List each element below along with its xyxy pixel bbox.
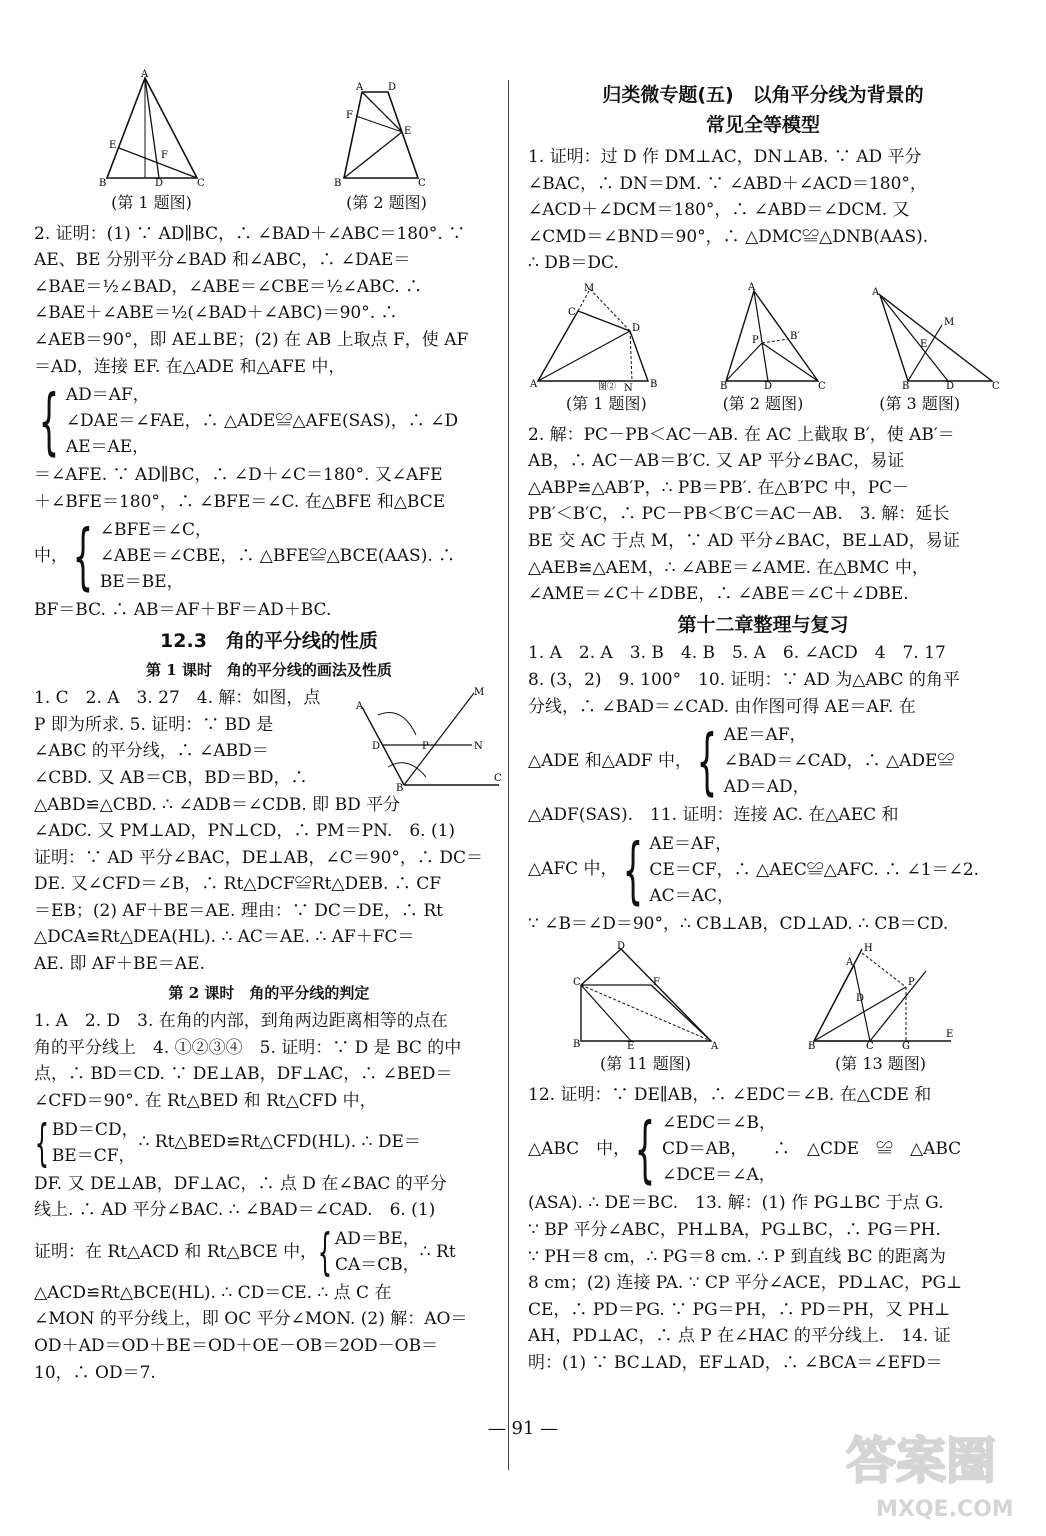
section-title: 12.3 角的平分线的性质 — [160, 629, 378, 652]
svg-text:B: B — [572, 1039, 580, 1051]
svg-text:E: E — [403, 126, 411, 137]
svg-text:A: A — [356, 701, 364, 713]
svg-text:A: A — [872, 286, 880, 298]
svg-text:E: E — [108, 140, 116, 151]
text-line: 2. 解：PC－PB＜AC－AB. 在 AC 上截取 B′，使 AB′＝ — [528, 424, 955, 445]
svg-text:E: E — [945, 1029, 953, 1041]
sys-prefix: △AFC 中， — [528, 859, 618, 880]
sys-prefix: 证明：在 Rt△ACD 和 Rt△BCE 中， — [34, 1241, 318, 1262]
sys-line: AD＝AF， — [65, 385, 150, 406]
text-line: P 即为所求. 5. 证明：∵ BD 是 — [34, 714, 274, 735]
text-line: ∵ PH＝8 cm，∴ PG＝8 cm. ∴ P 到直线 BC 的距离为 — [528, 1246, 946, 1267]
sys-line: AD＝AD， — [723, 777, 810, 798]
sys-line: CE＝CF，∴ △AEC≌△AFC. ∴ ∠1＝∠2. — [649, 859, 980, 880]
text-line: ∠AEB＝90°，即 AE⊥BE；(2) 在 AB 上取点 F，使 AF — [34, 329, 469, 350]
text-line: 1. C 2. A 3. 27 4. 解：如图，点 — [34, 688, 321, 709]
svg-text:N: N — [624, 382, 633, 394]
figure-q1-triangle — [97, 70, 207, 190]
text-line: ∠BAE＝½∠BAD，∠ABE＝∠CBE＝½∠ABC. ∴ — [34, 276, 423, 297]
text-line: ∠MON 的平分线上，即 OC 平分∠MON. (2) 解：AO＝ — [34, 1309, 468, 1330]
svg-text:B: B — [98, 178, 106, 189]
svg-text:A: A — [710, 1041, 718, 1053]
svg-text:B: B — [720, 380, 728, 392]
equation-system: 中， { ∠BFE＝∠C， ∠ABE＝∠CBE，∴ △BFE≌△BCE(AAS). ∴ BE＝BE， — [34, 514, 456, 599]
svg-text:D: D — [372, 741, 381, 753]
svg-text:P: P — [907, 977, 915, 989]
svg-text:D: D — [946, 380, 955, 392]
figure-t1 — [528, 281, 678, 394]
text-line: ∵ BP 平分∠ABC，PH⊥BA，PG⊥BC，∴ PG＝PH. — [528, 1220, 941, 1241]
svg-text:B: B — [333, 178, 341, 189]
bottom-figures — [528, 941, 998, 1051]
svg-text:F: F — [345, 110, 353, 121]
text-line: 10，∴ OD＝7. — [34, 1362, 156, 1383]
sys-line: BE＝BE， — [99, 572, 184, 593]
svg-text:C: C — [818, 380, 826, 392]
text-line: △ADF(SAS). 11. 证明：连接 AC. 在△AEC 和 — [528, 805, 899, 826]
text-line: ∠ACD＋∠DCM＝180°，∴ ∠ABD＝∠DCM. 又 — [528, 200, 910, 221]
svg-text:A: A — [530, 378, 538, 390]
figure-q13 — [806, 941, 956, 1051]
svg-text:G: G — [901, 1041, 910, 1053]
text-line: 2. 证明：(1) ∵ AD∥BC，∴ ∠BAD＋∠ABC＝180°. ∵ — [34, 223, 466, 244]
svg-text:B: B — [396, 783, 404, 795]
caption: (第 13 题图) — [834, 1054, 927, 1074]
equation-system: { BD＝CD， BE＝CF， ∴ Rt△BED≌Rt△CFD(HL). ∴ DE＝ — [34, 1113, 421, 1172]
topic-title — [528, 80, 998, 140]
text-line: BE 交 AC 于点 M，∵ AD 平分∠BAC，BE⊥AD，易证 — [528, 530, 960, 551]
mid-figures — [528, 281, 1000, 394]
svg-text:D: D — [616, 941, 625, 953]
text-line: ∠ADC. 又 PM⊥AD，PN⊥CD，∴ PM＝PN. 6. (1) — [34, 821, 456, 842]
page-number: — 91 — — [487, 1418, 559, 1439]
figure-label: 图② — [598, 381, 617, 392]
text-line: OD＋AD＝OD＋BE＝OD＋OE－OB＝2OD－OB＝ — [34, 1336, 439, 1356]
text-line: ＝AD，连接 EF. 在△ADE 和△AFE 中， — [34, 356, 346, 377]
sys-line: ∠ABE＝∠CBE，∴ △BFE≌△BCE(AAS). ∴ — [99, 546, 456, 567]
text-line: ∠CBD. 又 AB＝CB，BD＝BD，∴ — [34, 767, 308, 788]
text-line: ∠CFD＝90°. 在 Rt△BED 和 Rt△CFD 中， — [34, 1091, 377, 1112]
mid-figure-captions — [528, 391, 998, 418]
topic-title-line: 归类微专题(五) 以角平分线为背景的 — [602, 84, 924, 106]
caption: (第 1 题图) — [565, 393, 647, 413]
sys-line: ∠EDC＝∠B， — [661, 1113, 777, 1134]
equation-system: { AD＝AF， ∠DAE＝∠FAE，∴ △ADE≌△AFE(SAS)，∴ ∠D AE＝AE， — [38, 379, 459, 464]
text-line: 线上. ∴ AD 平分∠BAC. ∴ ∠BAD＝∠CAD. 6. (1) — [34, 1200, 436, 1221]
caption: (第 2 题图) — [722, 393, 804, 413]
sys-line: AD＝BE， — [334, 1228, 420, 1249]
svg-text:D: D — [855, 993, 864, 1005]
svg-text:D: D — [154, 178, 163, 189]
svg-text:H: H — [863, 943, 873, 955]
text-line: (ASA). ∴ DE＝BC. 13. 解：(1) 作 PG⊥BC 于点 G. — [528, 1193, 944, 1214]
equation-system: △ABC 中， { ∠EDC＝∠B， CD＝AB， ∴ △CDE ≌ △ABC ∠DCE＝∠A， — [528, 1107, 962, 1192]
sys-tail: ∴ Rt — [419, 1241, 456, 1262]
text-line: △ACD≌Rt△BCE(HL). ∴ CD＝CE. ∴ 点 C 在 — [34, 1282, 392, 1303]
svg-text:C: C — [568, 306, 576, 318]
text-line: AE. 即 AF＋BE＝AE. — [34, 954, 205, 975]
text-line: AH，PD⊥AC，∴ 点 P 在∠HAC 的平分线上. 14. 证 — [528, 1326, 951, 1347]
right-column — [528, 70, 998, 1377]
text-line: AB，∴ AC－AB＝B′C. 又 AP 平分∠BAC，易证 — [528, 451, 905, 472]
top-figures — [34, 70, 504, 190]
text-line: ∠BAE＋∠ABE＝½(∠BAD＋∠ABC)＝90°. ∴ — [34, 303, 398, 324]
text-line: 证明：∵ AD 平分∠BAC，DE⊥AB，∠C＝90°，∴ DC＝ — [34, 847, 483, 868]
figure-q2-trapezoid — [332, 70, 442, 190]
text-line: 明：(1) ∵ BC⊥AD，EF⊥AD，∴ ∠BCA＝∠EFD＝ — [528, 1353, 943, 1374]
lesson1-intro — [34, 685, 504, 795]
sys-prefix: △ADE 和△ADF 中， — [528, 750, 692, 771]
sys-tail: ∴ Rt△BED≌Rt△CFD(HL). ∴ DE＝ — [138, 1132, 421, 1153]
text-line: BF＝BC. ∴ AB＝AF＋BF＝AD＋BC. — [34, 600, 332, 621]
figure-t2 — [718, 281, 828, 391]
caption: (第 11 题图) — [599, 1054, 692, 1074]
sys-line: AE＝AE， — [65, 437, 150, 458]
figure-q11 — [571, 941, 721, 1051]
sys-prefix: 中， — [34, 546, 68, 567]
topic-title-line: 常见全等模型 — [705, 114, 820, 136]
sys-line: AC＝AC， — [649, 885, 734, 906]
svg-text:C: C — [572, 977, 581, 989]
column-divider — [508, 80, 509, 1470]
watermark-url: MXQE.COM — [876, 1497, 1014, 1522]
sys-line: CD＝AB， ∴ △CDE ≌ △ABC — [661, 1139, 962, 1160]
svg-text:B′: B′ — [790, 330, 800, 342]
text-line: 8 cm；(2) 连接 PA. ∵ CP 平分∠ACE，PD⊥AC，PG⊥ — [528, 1273, 963, 1294]
text-line: △ABD≌△CBD. ∴ ∠ADB＝∠CDB. 即 BD 平分 — [34, 794, 401, 815]
svg-text:D: D — [764, 380, 773, 392]
svg-text:A: A — [748, 281, 756, 293]
text-line: △AEB≌△AEM，∴ ∠ABE＝∠AME. 在△BMC 中， — [528, 557, 929, 578]
text-line: AE、BE 分别平分∠BAD 和∠ABC，∴ ∠DAE＝ — [34, 250, 411, 271]
text-line: 点，∴ BD＝CD. ∵ DE⊥AB，DF⊥AC，∴ ∠BED＝ — [34, 1064, 453, 1085]
text-line: ∠BAC，∴ DN＝DM. ∵ ∠ABD＋∠ACD＝180°， — [528, 173, 927, 194]
text-line: 8. (3，2) 9. 100° 10. 证明：∵ AD 为△ABC 的角平 — [528, 669, 960, 690]
equation-system: △AFC 中， { AE＝AF， CE＝CF，∴ △AEC≌△AFC. ∴ ∠1＝∠2. AC＝AC， — [528, 827, 980, 912]
svg-text:A: A — [355, 82, 363, 93]
bottom-figure-captions — [528, 1051, 998, 1078]
text-line: CE，∴ PD＝PG. ∵ PG＝PH，∴ PD＝PH，又 PH⊥ — [528, 1299, 951, 1320]
sys-line: AE＝AF， — [723, 725, 807, 746]
equation-system: △ADE 和△ADF 中， { AE＝AF， ∠BAD＝∠CAD，∴ △ADE≌ AD＝AD， — [528, 719, 955, 804]
lesson-title: 第 2 课时 角的平分线的判定 — [168, 983, 370, 1002]
text-line: ∠AME＝∠C＋∠DBE，∴ ∠ABE＝∠C＋∠DBE. — [528, 584, 909, 605]
caption: (第 3 题图) — [879, 393, 961, 413]
sys-line: ∠BFE＝∠C， — [99, 520, 213, 541]
left-column — [34, 70, 504, 1386]
text-line: 1. 证明：过 D 作 DM⊥AC，DN⊥AB. ∵ AD 平分 — [528, 147, 922, 167]
equation-system: 证明：在 Rt△ACD 和 Rt△BCE 中， { AD＝BE， CA＝CB， ∴ Rt — [34, 1222, 456, 1281]
text-line: 分线，∴ ∠BAD＝∠CAD. 由作图可得 AE＝AF. 在 — [528, 696, 916, 717]
svg-text:B: B — [650, 378, 658, 390]
sys-prefix: △ABC 中， — [528, 1139, 631, 1160]
svg-text:E: E — [626, 1041, 634, 1053]
text-line: 角的平分线上 4. ①②③④ 5. 证明：∵ D 是 BC 的中 — [34, 1037, 462, 1058]
figure-t3 — [868, 281, 998, 391]
text-line: 12. 证明：∵ DE∥AB，∴ ∠EDC＝∠B. 在△CDE 和 — [528, 1084, 932, 1105]
sys-line: BE＝CF， — [51, 1145, 136, 1166]
figure-angle-bisector — [354, 685, 504, 795]
chapter-title: 第十二章整理与复习 — [677, 613, 849, 636]
sys-line: BD＝CD， — [51, 1119, 139, 1140]
svg-text:C: C — [196, 178, 205, 189]
text-line: △DCA≌Rt△DEA(HL). ∴ AC＝AE. ∴ AF＋FC＝ — [34, 927, 415, 948]
svg-text:E: E — [920, 338, 928, 350]
text-line: PB′＜B′C，∴ PC－PB＜B′C＝AC－AB. 3. 解：延长 — [528, 504, 950, 525]
text-line: DE. 又∠CFD＝∠B，∴ Rt△DCF≌Rt△DEB. ∴ CF — [34, 874, 442, 895]
text-line: ∴ DB＝DC. — [528, 253, 619, 274]
lesson-title: 第 1 课时 角的平分线的画法及性质 — [146, 660, 392, 679]
svg-text:P: P — [752, 334, 759, 346]
sys-line: ∠BAD＝∠CAD，∴ △ADE≌ — [723, 751, 955, 772]
caption: (第 2 题图) — [346, 193, 427, 212]
svg-text:C: C — [494, 773, 502, 785]
svg-text:F: F — [160, 150, 168, 161]
text-line: 1. A 2. D 3. 在角的内部，到角两边距离相等的点在 — [34, 1011, 448, 1032]
svg-text:A: A — [845, 957, 853, 969]
text-line: DF. 又 DE⊥AB，DF⊥AC，∴ 点 D 在∠BAC 的平分 — [34, 1173, 447, 1194]
text-line: ∵ ∠B＝∠D＝90°，∴ CB⊥AB，CD⊥AD. ∴ CB＝CD. — [528, 913, 949, 934]
text-line: ∠CMD＝∠BND＝90°，∴ △DMC≌△DNB(AAS). — [528, 226, 929, 247]
svg-text:B: B — [902, 380, 910, 392]
sys-line: CA＝CB， — [334, 1254, 420, 1275]
watermark-logo — [836, 1416, 1026, 1526]
svg-text:C: C — [865, 1041, 874, 1053]
svg-text:P: P — [422, 741, 429, 753]
sys-line: ∠DAE＝∠FAE，∴ △ADE≌△AFE(SAS)，∴ ∠D — [65, 411, 459, 432]
svg-text:M: M — [474, 687, 485, 699]
caption: (第 1 题图) — [111, 193, 192, 212]
svg-text:C: C — [417, 178, 426, 189]
text-line: ＝EB；(2) AF＋BE＝AE. 理由：∵ DC＝DE，∴ Rt — [34, 900, 443, 921]
svg-text:A: A — [140, 69, 148, 80]
text-line: ＋∠BFE＝180°，∴ ∠BFE＝∠C. 在△BFE 和△BCE — [34, 491, 446, 512]
text-line: 1. A 2. A 3. B 4. B 5. A 6. ∠ACD 4 7. 17 — [528, 643, 946, 664]
watermark-text: 答案圈 — [846, 1432, 996, 1490]
svg-text:D: D — [632, 322, 641, 334]
top-figure-captions — [34, 190, 504, 217]
text-line: ＝∠AFE. ∵ AD∥BC，∴ ∠D＋∠C＝180°. 又∠AFE — [34, 465, 443, 486]
svg-text:F: F — [652, 977, 660, 989]
svg-text:D: D — [387, 82, 396, 93]
sys-line: AE＝AF， — [649, 833, 733, 854]
svg-text:B: B — [807, 1041, 815, 1053]
text-line: ∠ABC 的平分线，∴ ∠ABD＝ — [34, 741, 269, 762]
svg-text:M: M — [584, 282, 595, 294]
sys-line: ∠DCE＝∠A， — [661, 1165, 776, 1186]
text-line: △ABP≌△AB′P，∴ PB＝PB′. 在△B′PC 中，PC－ — [528, 477, 910, 498]
svg-text:M: M — [944, 316, 955, 328]
svg-text:C: C — [992, 380, 1000, 392]
svg-text:N: N — [474, 741, 483, 753]
